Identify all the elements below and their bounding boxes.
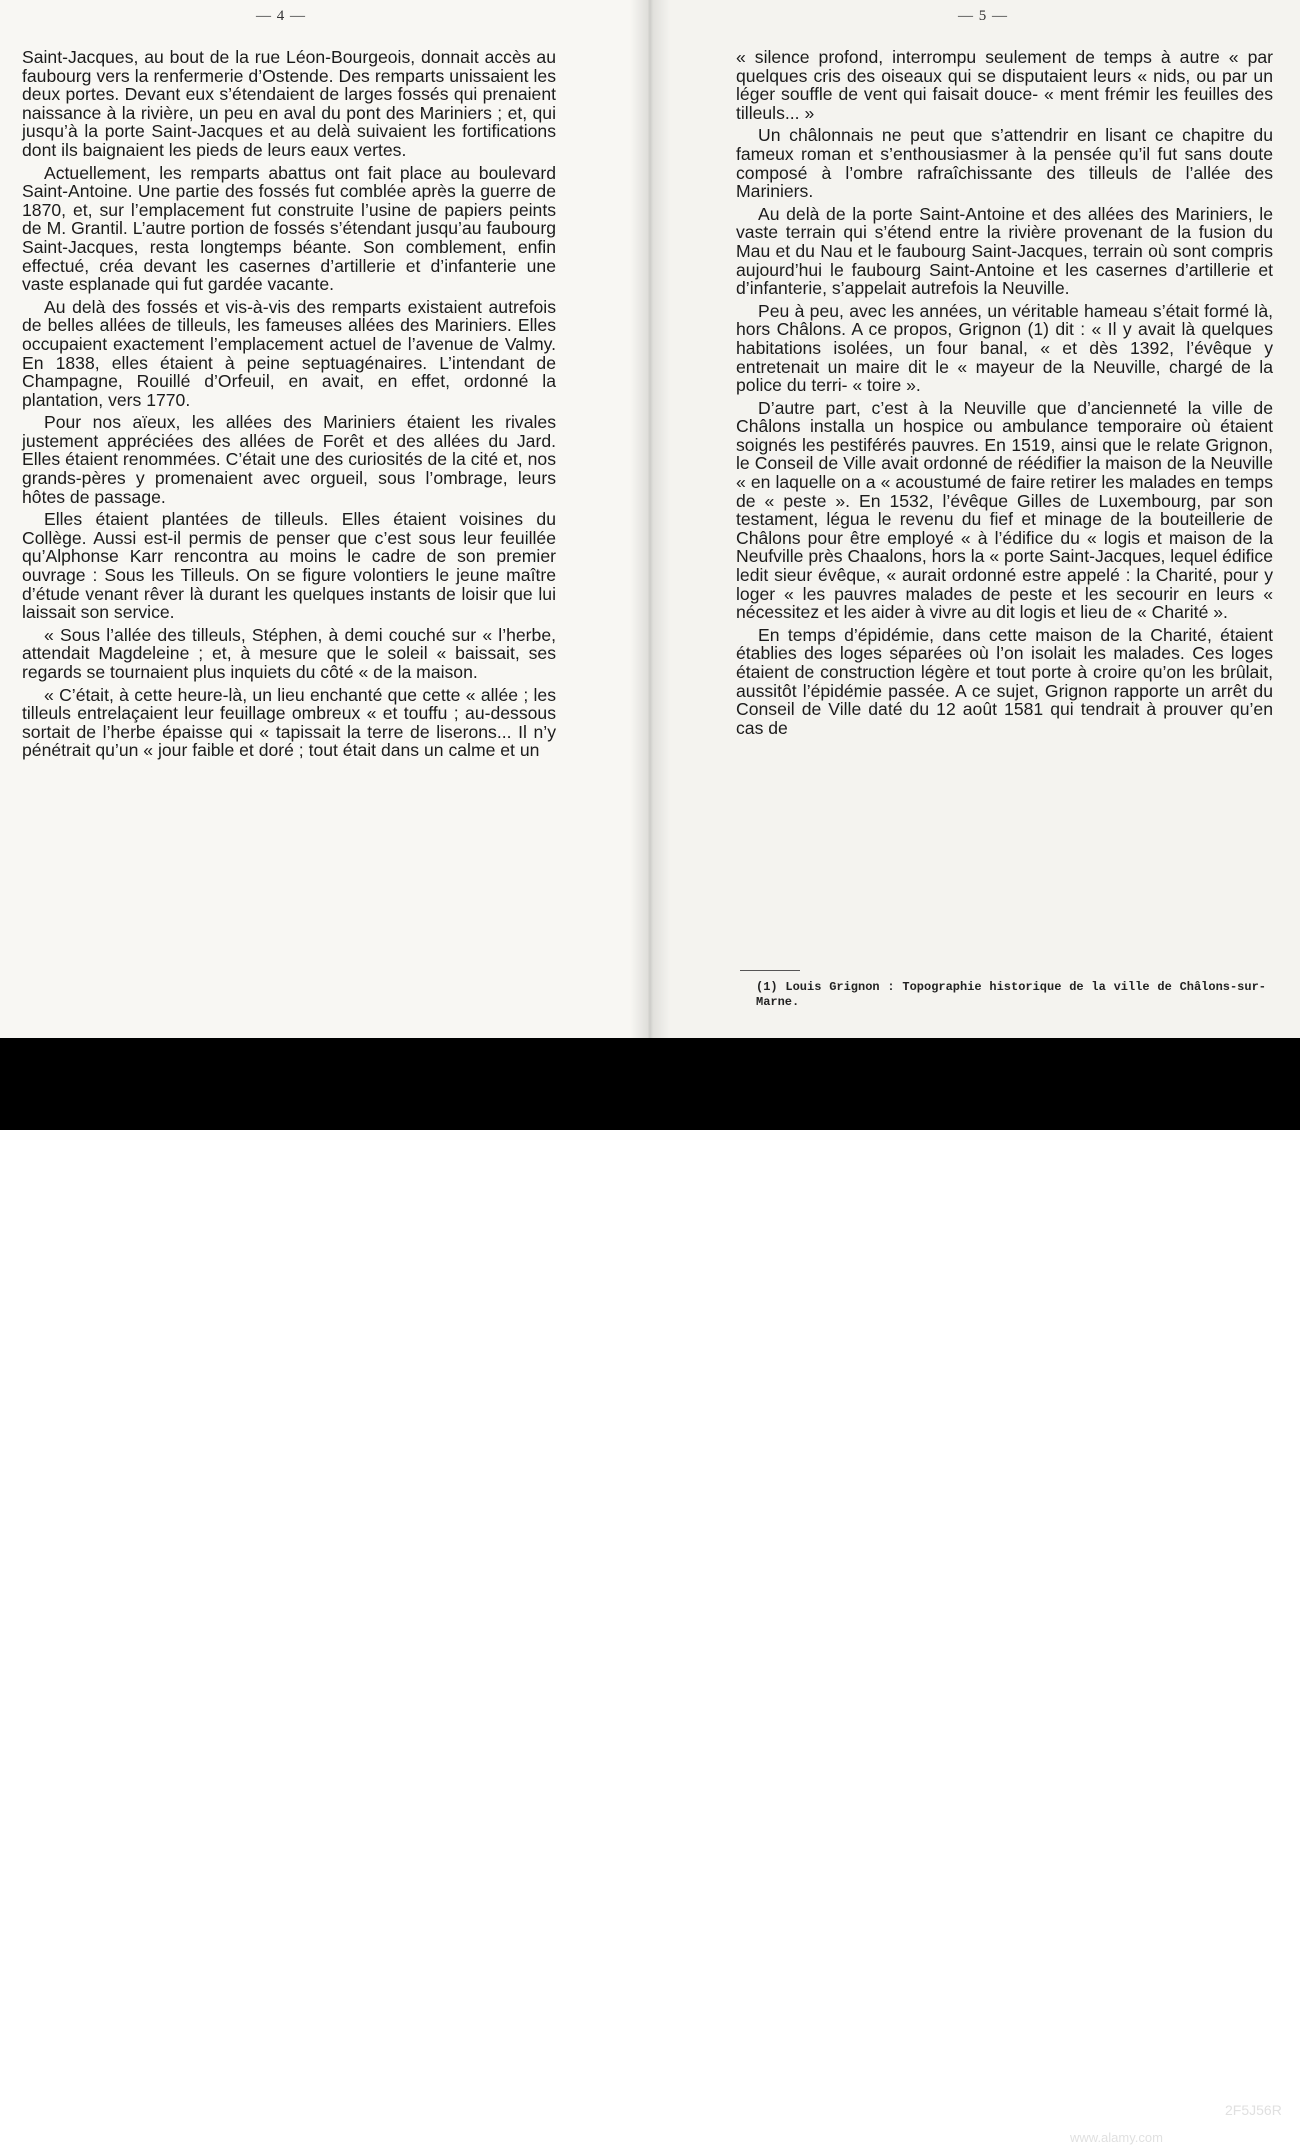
left-page-number: — 4 —: [256, 8, 306, 24]
paragraph: Pour nos aïeux, les allées des Mariniers étaient les rivales justement appréciées des allées de Forêt et des allées du Jard. Elles étaient renommées. C’était une des curiosités de la cité et, nos grands-pères y promenaient avec orgueil, sous l’ombrage, leurs hôtes de passage.: [22, 412, 556, 507]
paragraph: Actuellement, les remparts abattus ont fait place au boulevard Saint-Antoine. Une partie des fossés fut comblée après la guerre de 1870, et, sur l’emplacement fut construite l’usine de papiers peints de M. Grantil. L’autre portion de fossés s’étendant jusqu’au faubourg Saint-Jacques, resta longtemps béante. Son comblement, enfin effectué, créa devant les casernes d’artillerie et d’infanterie une vaste esplanade qui fut gardée vacante.: [22, 162, 556, 295]
left-page-text: [22, 48, 556, 764]
right-page-text: [736, 48, 1273, 741]
quote-paragraph: « silence profond, interrompu seulement de temps à autre « par quelques cris des oiseaux qui se disputaient leurs « nids, ou par un léger souffle de vent qui faisait douce- « ment frémir les feuilles des tilleuls... »: [736, 47, 1273, 123]
paragraph: En temps d’épidémie, dans cette maison de la Charité, étaient établies des loges séparées où l’on isolait les malades. Ces loges étaient de construction légère et tout porte à croire qu’on les brûlait, aussitôt l’épidémie passée. A ce sujet, Grignon rapporte un arrêt du Conseil de Ville daté du 12 août 1581 qui tendrait à prouver qu’en cas de: [736, 624, 1273, 738]
site-url: www.alamy.com: [1070, 2130, 1163, 2145]
footnote-rule: [740, 970, 800, 971]
alamy-logo: alamy: [40, 2104, 151, 2146]
watermark-band: [0, 1038, 1300, 2146]
paragraph: Saint-Jacques, au bout de la rue Léon-Bourgeois, donnait accès au faubourg vers la renfermerie d’Ostende. Des remparts unissaient les deux portes. Devant eux s’étendaient de larges fossés qui prenaient naissance à la rivière, un peu en aval du pont des Mariniers ; et, qui jusqu’à la porte Saint-Jacques et au delà suivaient les fortifications dont ils baignaient les pieds de leurs eaux vertes.: [22, 47, 556, 160]
paragraph: D’autre part, c’est à la Neuville que d’ancienneté la ville de Châlons installa un hospice ou ambulance temporaire où étaient soignés les pestiférés pauvres. En 1519, ainsi que le relate Grignon, le Conseil de Ville avait ordonné de réédifier la maison de la Neuville « en laquelle on a « acoustumé de faire retirer les malades en temps de « peste ». En 1532, l’évêque Gilles de Luxembourg, par son testament, légua le revenu du fief et minage de la bouteillerie de Châlons pour être employé « à l’édifice du « logis et maison de la Neufville près Chaalons, hors la « porte Saint-Jacques, lequel édifice ledit sieur évêque, « aurait ordonné estre appelé : la Charité, pour y loger « les pauvres malades de peste et les secourir en leurs « nécessitez et les aider à vivre au dit logis et lieu de « Charité ».: [736, 397, 1273, 623]
paragraph: Au delà des fossés et vis-à-vis des remparts existaient autrefois de belles allées de tilleuls, les fameuses allées des Mariniers. Elles occupaient exactement l’emplacement actuel de l’avenue de Valmy. En 1838, elles étaient à peine septuagénaires. L’intendant de Champagne, Rouillé d’Orfeuil, en avait, en effet, ordonné la plantation, vers 1770.: [22, 296, 556, 410]
footnote: (1) Louis Grignon : Topographie historique de la ville de Châlons-sur-Marne.: [756, 980, 1266, 1009]
book-spread: [0, 0, 1300, 1038]
paragraph: Au delà de la porte Saint-Antoine et des allées des Mariniers, le vaste terrain qui s’étend entre la rivière provenant de la fusion du Mau et du Nau et le faubourg Saint-Jacques, terrain où sont compris aujourd’hui le faubourg Saint-Antoine et les casernes d’artillerie et d’infanterie, s’appelait autrefois la Neuville.: [736, 203, 1273, 299]
left-page: [0, 0, 648, 1038]
paragraph: Peu à peu, avec les années, un véritable hameau s’était formé là, hors Châlons. A ce propos, Grignon (1) dit : « Il y avait là quelques habitations isolées, un four banal, « et dès 1392, l’évêque y entretenait un maire dit le « mayeur de la Neuville, chargé de la police du terri- « toire ».: [736, 300, 1273, 396]
right-page-number: — 5 —: [958, 8, 1008, 24]
paragraph: Un châlonnais ne peut que s’attendrir en lisant ce chapitre du fameux roman et s’enthousiasmer à la pensée qu’il fut sans doute composé à l’ombre rafraîchissante des tilleuls de l’allée des Mariniers.: [736, 125, 1273, 202]
image-id: 2F5J56R: [1225, 2102, 1282, 2118]
quote-paragraph: « C’était, à cette heure-là, un lieu enchanté que cette « allée ; les tilleuls entrelaçaient leur feuillage ombreux « et touffu ; au-dessous sortait de l’herbe épaisse qui « tapissait la terre de liserons... Il n’y pénétrait qu’un « jour faible et doré ; tout était dans un calme et un: [22, 684, 556, 761]
right-page: [648, 0, 1300, 1038]
paragraph: Elles étaient plantées de tilleuls. Elles étaient voisines du Collège. Aussi est-il permis de penser que c’est sous leur feuillée qu’Alphonse Karr rencontra au moins le cadre de son premier ouvrage : Sous les Tilleuls. On se figure volontiers le jeune maître d’étude venant rêver là durant les quelques instants de loisir que lui laissait son service.: [22, 509, 556, 623]
quote-paragraph: « Sous l’allée des tilleuls, Stéphen, à demi couché sur « l’herbe, attendait Magdeleine ; et, à mesure que le soleil « baissait, ses regards se tournaient plus inquiets du côté « de la maison.: [22, 624, 556, 682]
